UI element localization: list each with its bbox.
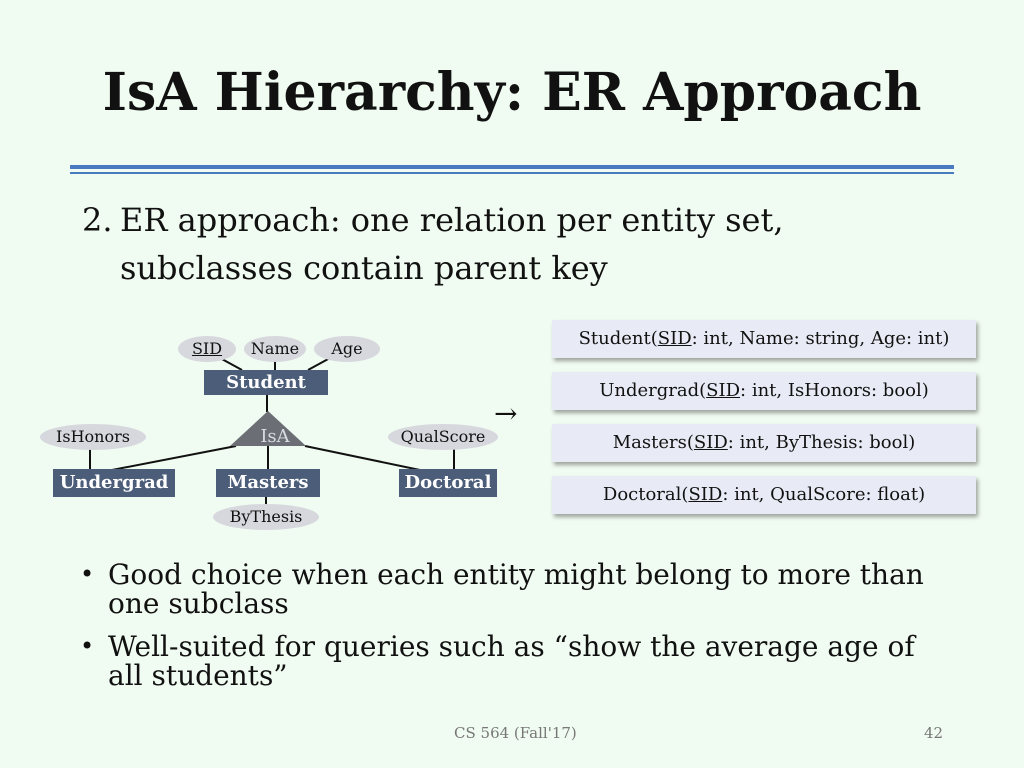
attr-bythesis: ByThesis xyxy=(213,504,319,530)
relation-key: SID xyxy=(657,328,692,349)
entity-undergrad: Undergrad xyxy=(53,469,175,497)
bullet-list xyxy=(78,560,978,704)
relation-key: SID xyxy=(688,484,723,505)
attr-ishonors: IsHonors xyxy=(40,424,146,450)
bullet-item xyxy=(78,560,978,618)
relation-attrs: : int, QualScore: float) xyxy=(722,484,926,505)
bullet-line: Good choice when each entity might belong to more than xyxy=(108,558,924,591)
edge-age-student xyxy=(308,358,330,370)
relation-masters xyxy=(552,424,976,462)
entity-masters: Masters xyxy=(216,469,320,497)
point-text-line2: subclasses contain parent key xyxy=(120,249,608,287)
relation-doctoral xyxy=(552,476,976,514)
relation-name: Masters( xyxy=(612,432,694,453)
relation-attrs: : int, Name: string, Age: int) xyxy=(691,328,950,349)
attr-sid xyxy=(178,336,236,362)
relation-name: Doctoral( xyxy=(602,484,689,505)
relation-student xyxy=(552,320,976,358)
attr-sid-label: SID xyxy=(191,339,223,358)
bullet-line: one subclass xyxy=(108,587,289,620)
entity-doctoral: Doctoral xyxy=(399,469,497,497)
point-number: 2. xyxy=(82,201,113,239)
right-arrow-icon: → xyxy=(494,397,518,430)
relation-name: Undergrad( xyxy=(599,380,707,401)
edge-isa-doctoral xyxy=(305,446,420,470)
point-text-line1: ER approach: one relation per entity set, xyxy=(120,201,784,239)
attr-name: Name xyxy=(244,336,306,362)
relation-undergrad xyxy=(552,372,976,410)
bullet-line: all students” xyxy=(108,659,288,692)
attr-age: Age xyxy=(314,336,380,362)
relation-attrs: : int, ByThesis: bool) xyxy=(727,432,916,453)
attr-qualscore: QualScore xyxy=(388,424,498,450)
edge-isa-undergrad xyxy=(112,446,236,470)
edge-sid-student xyxy=(220,358,242,370)
relation-name: Student( xyxy=(578,328,658,349)
relation-key: SID xyxy=(706,380,741,401)
entity-student: Student xyxy=(204,370,328,395)
bullet-item xyxy=(78,632,978,690)
relation-attrs: : int, IsHonors: bool) xyxy=(740,380,929,401)
page-number: 42 xyxy=(924,724,944,742)
relation-key: SID xyxy=(693,432,728,453)
bullet-dot-icon: • xyxy=(80,632,95,660)
bullet-line: Well-suited for queries such as “show the average age of xyxy=(108,630,915,663)
bullet-dot-icon: • xyxy=(80,560,95,588)
footer-course: CS 564 (Fall'17) xyxy=(454,724,577,742)
slide-title: IsA Hierarchy: ER Approach xyxy=(102,62,922,123)
isa-label: IsA xyxy=(260,426,290,447)
